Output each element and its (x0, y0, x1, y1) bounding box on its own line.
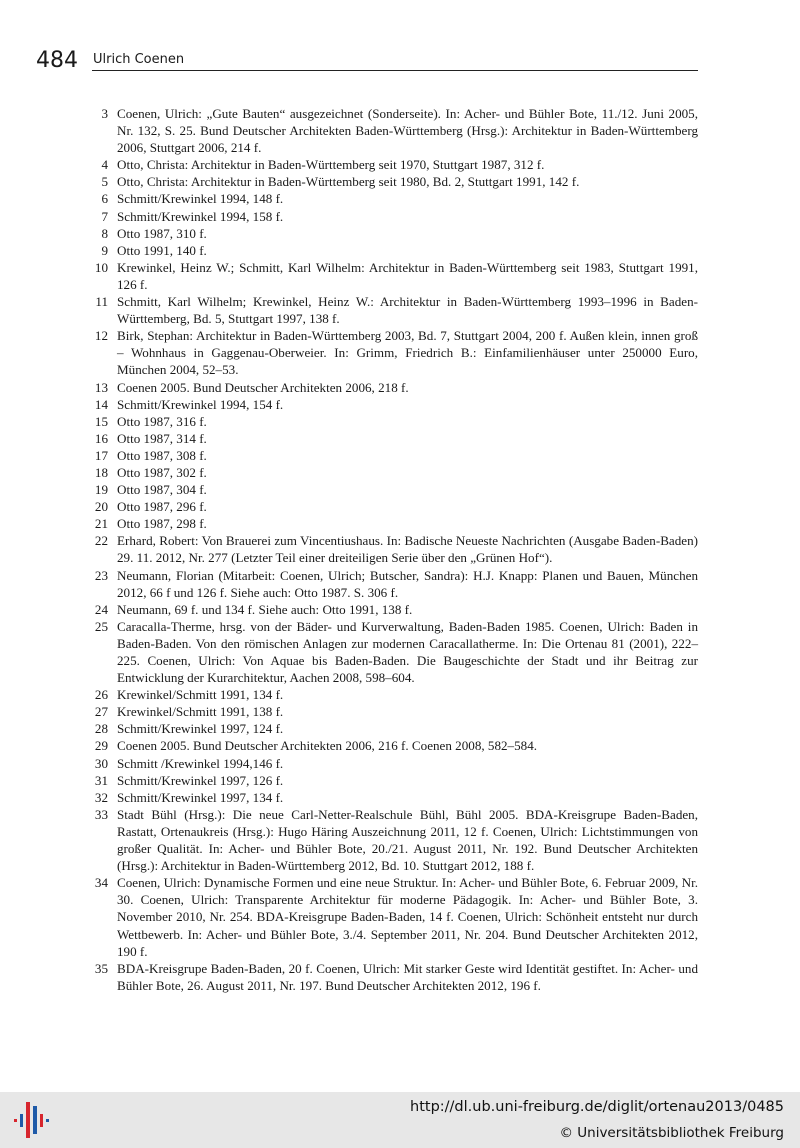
endnote-number: 21 (94, 516, 108, 532)
endnote-item (88, 960, 698, 994)
endnote-text: Schmitt/Krewinkel 1994, 154 f. (117, 396, 284, 412)
endnote-text: Otto 1987, 302 f. (117, 464, 207, 480)
endnote-item (88, 396, 698, 413)
endnote-text: BDA-Kreisgrupe Baden-Baden, 20 f. Coenen, Ulrich: Mit starker Geste wird Identität gestiftet. In: Acher- und Bühler Bote, 26. August 2011, Nr. 197. Bund Deutscher Architekten 2012, 196 f. (117, 960, 698, 993)
endnote-text: Schmitt/Krewinkel 1994, 158 f. (117, 208, 284, 224)
endnote-item (88, 720, 698, 737)
endnote-number: 18 (94, 464, 108, 480)
endnote-item (88, 242, 698, 259)
running-head: Ulrich Coenen (93, 52, 185, 67)
endnote-text: Coenen 2005. Bund Deutscher Architekten 2006, 216 f. Coenen 2008, 582–584. (117, 738, 538, 754)
endnote-item (88, 772, 698, 789)
endnote-text: Schmitt/Krewinkel 1994, 148 f. (117, 191, 284, 207)
endnote-item (88, 156, 698, 173)
endnote-number: 23 (94, 567, 108, 583)
endnote-number: 8 (101, 225, 108, 241)
endnote-number: 13 (94, 379, 108, 395)
endnote-item (88, 327, 698, 378)
endnote-text: Krewinkel/Schmitt 1991, 138 f. (117, 704, 284, 720)
endnote-text: Otto 1987, 304 f. (117, 482, 207, 498)
endnote-number: 6 (101, 191, 108, 207)
endnote-number: 3 (101, 106, 108, 121)
endnote-text: Coenen, Ulrich: „Gute Bauten“ ausgezeichnet (Sonderseite). In: Acher- und Bühler Bote, 11./12. Juni 2005, Nr. 132, S. 25. Bund Deutscher Architekten Baden-Württemberg (Hrsg.): Architektur in Baden-Württemberg 2006, Stuttgart 2006, 214 f. (117, 106, 698, 156)
endnote-item (88, 208, 698, 225)
copyright-notice: © Universitätsbibliothek Freiburg (559, 1125, 784, 1141)
endnote-number: 4 (101, 157, 108, 173)
endnote-number: 10 (94, 259, 108, 275)
endnote-text: Otto 1987, 298 f. (117, 516, 207, 532)
endnote-number: 25 (94, 618, 108, 634)
endnote-text: Otto 1987, 316 f. (117, 413, 207, 429)
endnote-text: Otto 1987, 296 f. (117, 499, 207, 515)
endnote-number: 5 (101, 174, 108, 190)
endnote-item (88, 464, 698, 481)
endnote-item (88, 601, 698, 618)
endnote-item (88, 789, 698, 806)
endnote-item (88, 498, 698, 515)
endnote-text: Otto 1987, 314 f. (117, 430, 207, 446)
endnote-item (88, 413, 698, 430)
endnote-item (88, 447, 698, 464)
endnote-number: 15 (94, 413, 108, 429)
endnote-item (88, 567, 698, 601)
endnote-number: 11 (95, 294, 108, 310)
endnote-number: 17 (94, 447, 108, 463)
endnote-number: 30 (94, 755, 108, 771)
endnote-number: 16 (94, 430, 108, 446)
endnote-text: Otto 1987, 308 f. (117, 447, 207, 463)
endnote-item (88, 379, 698, 396)
endnote-text: Krewinkel/Schmitt 1991, 134 f. (117, 687, 284, 703)
endnote-item (88, 430, 698, 447)
endnote-number: 22 (94, 533, 108, 549)
endnote-number: 33 (94, 806, 108, 822)
endnote-item (88, 259, 698, 293)
endnote-text: Caracalla-Therme, hrsg. von der Bäder- und Kurverwaltung, Baden-Baden 1985. Coenen, Ulrich: Baden in Baden-Baden. Von den römischen Anlagen zur modernen Caracallatherme. In: Die Ortenau 81 (2001), 222–225. Coenen, Ulrich: Von Aquae bis Baden-Baden. Die Baugeschichte der Stadt und ihr Beitrag zur Entwicklung der Kurarchitektur, Aachen 2008, 598–604. (117, 618, 698, 686)
header-rule (92, 70, 698, 71)
endnote-text: Coenen, Ulrich: Dynamische Formen und eine neue Struktur. In: Acher- und Bühler Bote, 6. Februar 2009, Nr. 30. Coenen, Ulrich: Transparente Architektur für moderne Pädagogik. In: Acher- und Bühler Bote, 3. November 2010, Nr. 254. BDA-Kreisgrupe Baden-Baden, 14 f. Coenen, Ulrich: Schönheit entsteht nur durch Wettbewerb. In: Acher- und Bühler Bote, 3./4. September 2011, Nr. 204. Bund Deutscher Architekten 2012, 190 f. (117, 875, 698, 959)
endnote-number: 20 (94, 499, 108, 515)
endnote-number: 34 (94, 875, 108, 891)
endnote-item (88, 755, 698, 772)
source-url-link[interactable]: http://dl.ub.uni-freiburg.de/diglit/ortenau2013/0485 (410, 1099, 784, 1115)
endnote-item (88, 874, 698, 959)
endnote-text: Otto 1991, 140 f. (117, 242, 207, 258)
endnote-item (88, 737, 698, 754)
endnote-number: 12 (94, 328, 108, 344)
endnote-text: Schmitt, Karl Wilhelm; Krewinkel, Heinz W.: Architektur in Baden-Württemberg 1993–1996 in Baden-Württemberg, Bd. 5, Stuttgart 1997, 138 f. (117, 294, 698, 327)
page-number: 484 (36, 48, 78, 73)
endnote-item (88, 703, 698, 720)
endnote-text: Erhard, Robert: Von Brauerei zum Vincentiushaus. In: Badische Neueste Nachrichten (Ausgabe Baden-Baden) 29. 11. 2012, Nr. 277 (Letzter Teil einer dreiteiligen Serie über den „Grünen Hof“). (117, 533, 698, 566)
endnote-item (88, 105, 698, 156)
endnote-item (88, 173, 698, 190)
endnote-number: 32 (94, 789, 108, 805)
endnote-number: 29 (94, 738, 108, 754)
endnote-item (88, 225, 698, 242)
endnote-text: Birk, Stephan: Architektur in Baden-Württemberg 2003, Bd. 7, Stuttgart 2004, 200 f. Außen klein, innen groß – Wohnhaus in Gaggenau-Oberweier. In: Grimm, Friedrich B.: Einfamilienhäuser unter 250000 Euro, München 2004, 52–53. (117, 328, 698, 378)
endnote-number: 28 (94, 721, 108, 737)
endnotes-list (88, 105, 698, 994)
endnote-number: 26 (94, 687, 108, 703)
endnote-text: Schmitt/Krewinkel 1997, 126 f. (117, 772, 284, 788)
endnote-number: 24 (94, 601, 108, 617)
endnote-number: 19 (94, 482, 108, 498)
endnote-item (88, 481, 698, 498)
endnote-text: Coenen 2005. Bund Deutscher Architekten 2006, 218 f. (117, 379, 409, 395)
endnote-item (88, 686, 698, 703)
ub-freiburg-logo-icon[interactable] (12, 1100, 52, 1140)
endnote-text: Neumann, Florian (Mitarbeit: Coenen, Ulrich; Butscher, Sandra): H.J. Knapp: Planen und Bauen, München 2012, 66 f und 126 f. Siehe auch: Otto 1987. S. 306 f. (117, 567, 698, 600)
endnote-text: Otto, Christa: Architektur in Baden-Württemberg seit 1980, Bd. 2, Stuttgart 1991, 142 f. (117, 174, 580, 190)
endnote-item (88, 293, 698, 327)
endnote-text: Otto 1987, 310 f. (117, 225, 207, 241)
endnote-text: Schmitt/Krewinkel 1997, 124 f. (117, 721, 284, 737)
endnote-number: 27 (94, 704, 108, 720)
endnote-number: 9 (101, 242, 108, 258)
endnote-text: Otto, Christa: Architektur in Baden-Württemberg seit 1970, Stuttgart 1987, 312 f. (117, 157, 545, 173)
endnote-text: Stadt Bühl (Hrsg.): Die neue Carl-Netter-Realschule Bühl, Bühl 2005. BDA-Kreisgrupe Baden-Baden, Rastatt, Ortenaukreis (Hrsg.): Hugo Häring Auszeichnung 2011, 12 f. Coenen, Ulrich: Lichtstimmungen von großer Qualität. In: Acher- und Bühler Bote, 20./21. August 2011, Nr. 192. Bund Deutscher Architekten (Hrsg.): Architektur in Baden-Württemberg 2012, Bd. 10. Stuttgart 2012, 188 f. (117, 806, 698, 874)
endnote-item (88, 806, 698, 874)
endnote-item (88, 515, 698, 532)
endnote-number: 31 (94, 772, 108, 788)
endnote-item (88, 532, 698, 566)
endnote-text: Schmitt/Krewinkel 1997, 134 f. (117, 789, 284, 805)
footer-bar (0, 1092, 800, 1148)
endnote-number: 35 (94, 960, 108, 976)
endnote-text: Schmitt /Krewinkel 1994,146 f. (117, 755, 284, 771)
endnote-item (88, 618, 698, 686)
endnote-item (88, 190, 698, 207)
endnote-number: 14 (94, 396, 108, 412)
endnote-text: Krewinkel, Heinz W.; Schmitt, Karl Wilhelm: Architektur in Baden-Württemberg seit 1983, Stuttgart 1991, 126 f. (117, 259, 698, 292)
endnote-number: 7 (101, 208, 108, 224)
endnote-text: Neumann, 69 f. und 134 f. Siehe auch: Otto 1991, 138 f. (117, 601, 413, 617)
